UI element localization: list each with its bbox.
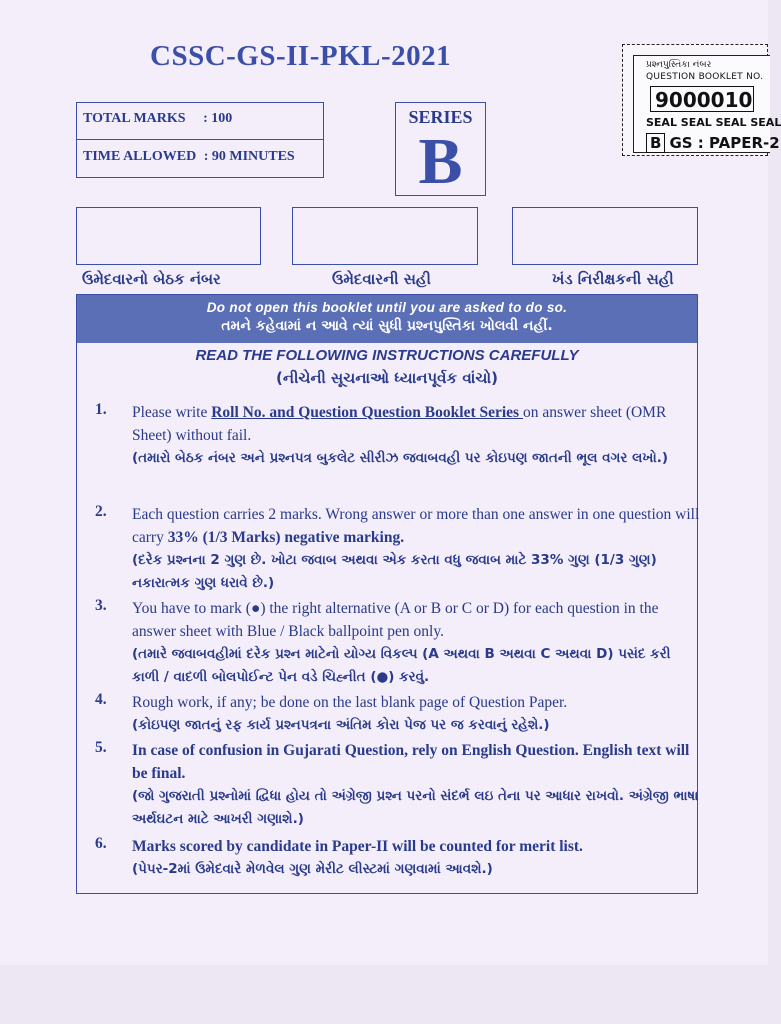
time-allowed-row	[83, 149, 295, 165]
instruction-text-end: on answer sheet (OMR Sheet) without fail.	[132, 404, 667, 444]
time-allowed-value: : 90 MINUTES	[203, 149, 295, 164]
instruction-text-main: Rough work, if any; be done on the last blank page of Question Paper.	[132, 694, 568, 711]
instruction-text-main: In case of confusion in Gujarati Question, rely on English Question. English text will be final.	[132, 742, 690, 782]
instruction-number: 3.	[95, 597, 107, 614]
total-marks-value: : 100	[203, 111, 233, 126]
instructions-heading: READ THE FOLLOWING INSTRUCTIONS CAREFULLY	[195, 347, 579, 364]
paper-label	[646, 134, 780, 152]
instruction-number: 4.	[95, 691, 107, 708]
instruction-text-main: You have to mark (●) the right alternative (A or B or C or D) for each question in the answer sheet with Blue / Black ballpoint pen only.	[132, 600, 659, 640]
marks-time-box	[76, 102, 324, 178]
booklet-number: 9000010	[650, 86, 754, 112]
total-marks-row	[83, 111, 232, 127]
seal-strip: SEAL SEAL SEAL SEAL	[646, 116, 781, 129]
instruction-gujarati: (પેપર-2માં ઉમેદવારે મેળવેલ ગુણ મેરીટ લીસ્ટમાં ગણવામાં આવશે.)	[132, 861, 493, 877]
banner-gujarati: તમને કહેવામાં ન આવે ત્યાં સુધી પ્રશ્નપુસ્તિકા ખોલવી નહીં.	[221, 318, 553, 334]
instruction-text	[132, 401, 702, 470]
series-box	[395, 102, 486, 196]
instruction-underlined: Roll No. and Question Question Booklet Series	[211, 404, 523, 421]
series-letter: B	[418, 125, 463, 198]
instructions-panel	[76, 294, 698, 894]
booklet-number-label: QUESTION BOOKLET NO.	[646, 72, 764, 82]
booklet-number-seal	[622, 44, 781, 156]
exam-title: CSSC-GS-II-PKL-2021	[150, 40, 452, 72]
instruction-text-start: Each question carries 2 marks. Wrong answer or more than one answer in one question will carry	[132, 506, 700, 546]
warning-banner	[77, 295, 697, 343]
instruction-number: 5.	[95, 739, 107, 756]
seat-number-label: ઉમેદવારનો બેઠક નંબર	[82, 270, 221, 288]
invigilator-signature-box[interactable]	[512, 207, 698, 265]
instruction-text	[132, 835, 702, 881]
instruction-text-main: Marks scored by candidate in Paper-II will be counted for merit list.	[132, 838, 583, 855]
paper-name: GS : PAPER-2	[669, 134, 780, 152]
booklet-number-gujarati-label: પ્રશ્નપુસ્તિકા નંબર	[646, 60, 712, 70]
candidate-signature-label: ઉમેદવારની સહી	[332, 270, 431, 288]
instruction-gujarati: (જો ગુજરાતી પ્રશ્નોમાં દ્વિધા હોય તો અંગ્રેજી પ્રશ્ન પરનો સંદર્ભ લઇ તેના પર આધાર રાખવો. અંગ્રેજી ભાષા અર્થઘટન માટે આખરી ગણાશે.)	[132, 788, 699, 827]
instruction-number: 1.	[95, 401, 107, 418]
instruction-text-start: Please write	[132, 404, 212, 421]
series-label: SERIES	[408, 107, 473, 127]
seat-number-box[interactable]	[76, 207, 261, 265]
instruction-number: 2.	[95, 503, 107, 520]
instruction-number: 6.	[95, 835, 107, 852]
instruction-text	[132, 503, 702, 595]
total-marks-label: TOTAL MARKS	[83, 111, 186, 126]
time-allowed-label: TIME ALLOWED	[83, 149, 197, 164]
banner-english: Do not open this booklet until you are asked to do so.	[206, 300, 568, 315]
candidate-signature-box[interactable]	[292, 207, 478, 265]
paper-series: B	[646, 133, 665, 153]
instruction-text	[132, 691, 702, 737]
divider	[77, 139, 323, 140]
instruction-gujarati: (કોઇપણ જાતનું રફ કાર્ય પ્રશ્નપત્રના અંતિમ કોરા પેજ પર જ કરવાનું રહેશે.)	[132, 717, 550, 733]
instruction-bold: 33% (1/3 Marks) negative marking.	[167, 529, 405, 546]
seal-card	[633, 55, 781, 153]
instruction-gujarati: (દરેક પ્રશ્નના 2 ગુણ છે. ખોટા જવાબ અથવા એક કરતા વધુ જવાબ માટે 33% ગુણ (1/3 ગુણ) નકારાત્મક ગુણ ધરાવે છે.)	[132, 552, 657, 591]
instructions-heading-gujarati: (નીચેની સૂચનાઓ ધ્યાનપૂર્વક વાંચો)	[276, 369, 498, 387]
instruction-text	[132, 739, 702, 831]
instruction-gujarati: (તમારે જવાબવહીમાં દરેક પ્રશ્ન માટેનો યોગ્ય વિકલ્પ (A અથવા B અથવા C અથવા D) પસંદ કરી કાળી / વાદળી બોલપોઈન્ટ પેન વડે ચિહ્નીત (●) કરવું.	[132, 646, 671, 685]
instruction-text	[132, 597, 702, 689]
invigilator-signature-label: ખંડ નિરીક્ષકની સહી	[552, 270, 674, 288]
instruction-gujarati: (તમારો બેઠક નંબર અને પ્રશ્નપત્ર બુકલેટ સીરીઝ જવાબવહી પર કોઇપણ જાતની ભૂલ વગર લખો.)	[132, 450, 669, 466]
